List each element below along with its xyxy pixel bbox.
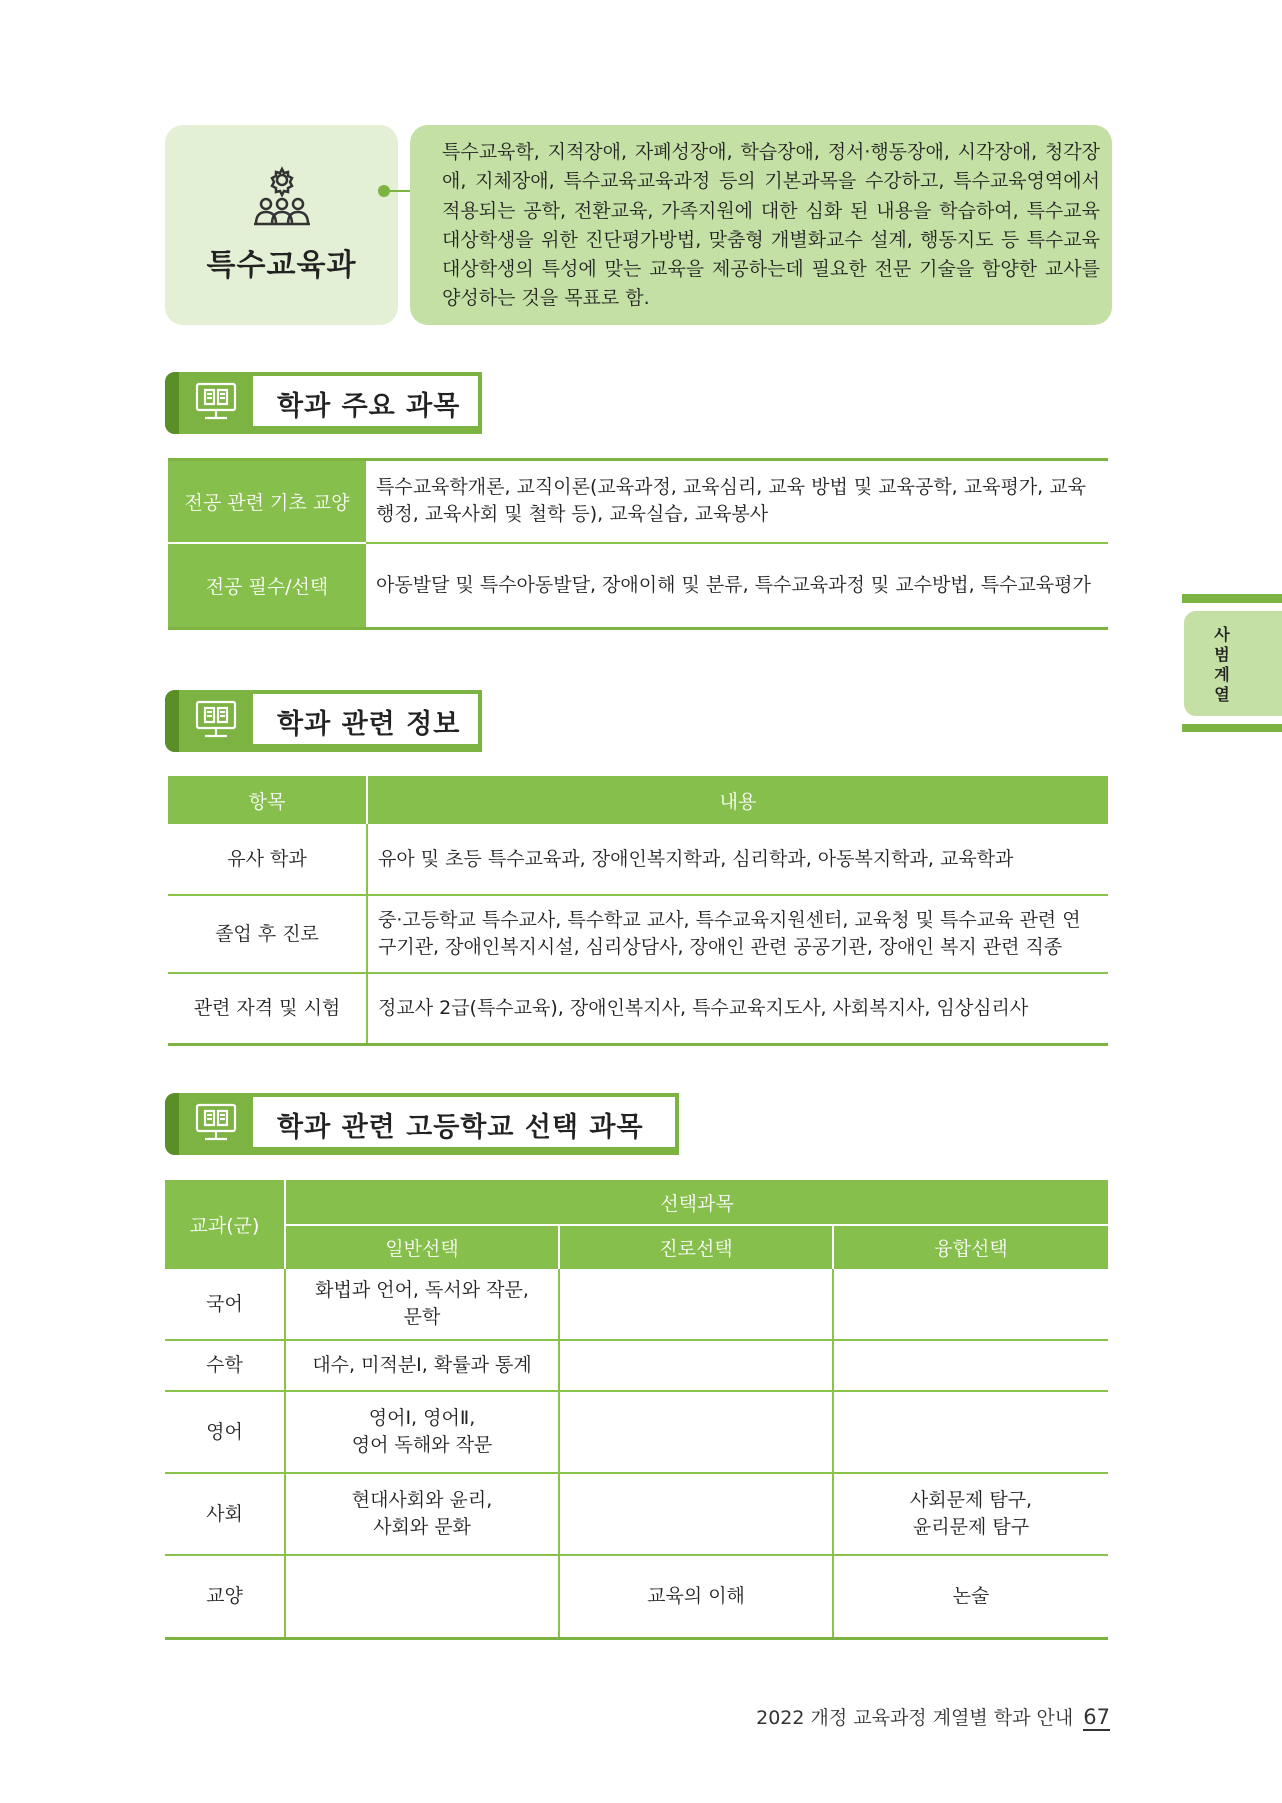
monitor-book-icon (195, 1103, 237, 1143)
row-label: 관련 자격 및 시험 (168, 973, 367, 1044)
cell-general: 현대사회와 윤리, 사회와 문화 (285, 1473, 559, 1555)
header-item: 항목 (168, 776, 367, 824)
cell-fusion: 사회문제 탐구, 윤리문제 탐구 (833, 1473, 1108, 1555)
table-row (168, 543, 1108, 629)
row-value: 중·고등학교 특수교사, 특수학교 교사, 특수교육지원센터, 교육청 및 특수교육 관련 연구기관, 장애인복지시설, 심리상담사, 장애인 관련 공공기관, 장애인 복지 관련 직종 (367, 895, 1108, 973)
row-value: 유아 및 초등 특수교육과, 장애인복지학과, 심리학과, 아동복지학과, 교육학과 (367, 824, 1108, 895)
table-row (168, 973, 1108, 1044)
dept-info-table (168, 776, 1108, 1046)
cell-subject: 사회 (165, 1473, 285, 1555)
row-label: 전공 필수/선택 (168, 543, 366, 629)
row-label: 졸업 후 진로 (168, 895, 367, 973)
cell-career: 교육의 이해 (559, 1555, 833, 1638)
cell-career (559, 1391, 833, 1473)
cell-fusion (833, 1391, 1108, 1473)
table-row (165, 1269, 1108, 1340)
table-row (165, 1555, 1108, 1638)
cell-general: 대수, 미적분Ⅰ, 확률과 통계 (285, 1340, 559, 1391)
page-number: 67 (1083, 1705, 1110, 1729)
header-subject: 교과(군) (165, 1180, 285, 1269)
table-row (168, 824, 1108, 895)
section-header-main-courses (165, 372, 482, 434)
monitor-book-icon (195, 700, 237, 740)
cell-fusion: 논술 (833, 1555, 1108, 1638)
section-header-dept-info (165, 690, 482, 752)
table-header-row (165, 1180, 1108, 1225)
cell-general (285, 1555, 559, 1638)
row-label: 전공 관련 기초 교양 (168, 460, 366, 543)
table-row (165, 1340, 1108, 1391)
cell-general: 화법과 언어, 독서와 작문, 문학 (285, 1269, 559, 1340)
side-tab-char: 계 (1214, 665, 1230, 684)
header-fusion: 융합선택 (833, 1225, 1108, 1269)
row-value: 정교사 2급(특수교육), 장애인복지사, 특수교육지도사, 사회복지사, 임상심리사 (367, 973, 1108, 1044)
hs-courses-table (165, 1180, 1108, 1640)
side-tab-bar (1182, 594, 1282, 603)
footer-text: 2022 개정 교육과정 계열별 학과 안내 (756, 1707, 1074, 1729)
header-career: 진로선택 (559, 1225, 833, 1269)
cell-career (559, 1340, 833, 1391)
section-header-hs-courses (165, 1093, 679, 1155)
header-general: 일반선택 (285, 1225, 559, 1269)
cell-fusion (833, 1340, 1108, 1391)
cell-career (559, 1473, 833, 1555)
monitor-book-icon (195, 382, 237, 422)
side-tab-char: 범 (1214, 645, 1230, 664)
dept-name: 특수교육과 (206, 248, 357, 283)
row-value: 아동발달 및 특수아동발달, 장애이해 및 분류, 특수교육과정 및 교수방법, 특수교육평가 (376, 573, 1091, 596)
header-content: 내용 (367, 776, 1108, 824)
table-row (165, 1391, 1108, 1473)
cell-subject: 영어 (165, 1391, 285, 1473)
table-row (165, 1473, 1108, 1555)
section-title: 학과 관련 고등학교 선택 과목 (277, 1112, 644, 1143)
dept-card (165, 125, 398, 325)
table-header-row (168, 776, 1108, 824)
cell-general: 영어Ⅰ, 영어Ⅱ, 영어 독해와 작문 (285, 1391, 559, 1473)
dept-description: 특수교육학, 지적장애, 자폐성장애, 학습장애, 정서·행동장애, 시각장애, 청각장애, 지체장애, 특수교육교육과정 등의 기본과목을 수강하고, 특수교육영역에서 적용되는 공학, 전환교육, 가족지원에 대한 심화 된 내용을 학습하여, 특수교육대상학생을 위한 진단평가방법, 맞춤형 개별화교수 설계, 행동지도 등 특수교육대상학생의 특성에 맞는 교육을 제공하는데 필요한 전문 기술을 함양한 교사를 양성하는 것을 목표로 함. (410, 125, 1112, 325)
side-tab-char: 사 (1214, 625, 1230, 644)
side-tab-bar (1182, 724, 1282, 732)
cell-subject: 수학 (165, 1340, 285, 1391)
side-tab-category[interactable] (1184, 611, 1282, 716)
table-row (168, 895, 1108, 973)
table-header-row (165, 1225, 1108, 1269)
gear-people-icon (250, 166, 314, 230)
table-row (168, 460, 1108, 543)
main-courses-table (168, 458, 1108, 630)
side-tab-char: 열 (1214, 685, 1230, 704)
row-label: 유사 학과 (168, 824, 367, 895)
page-footer (756, 1703, 1110, 1730)
cell-career (559, 1269, 833, 1340)
cell-subject: 교양 (165, 1555, 285, 1638)
cell-fusion (833, 1269, 1108, 1340)
section-title: 학과 관련 정보 (277, 709, 461, 740)
cell-subject: 국어 (165, 1269, 285, 1340)
row-value: 특수교육학개론, 교직이론(교육과정, 교육심리, 교육 방법 및 교육공학, 교육평가, 교육행정, 교육사회 및 철학 등), 교육실습, 교육봉사 (366, 460, 1108, 543)
section-title: 학과 주요 과목 (277, 391, 461, 422)
header-group: 선택과목 (285, 1180, 1108, 1225)
